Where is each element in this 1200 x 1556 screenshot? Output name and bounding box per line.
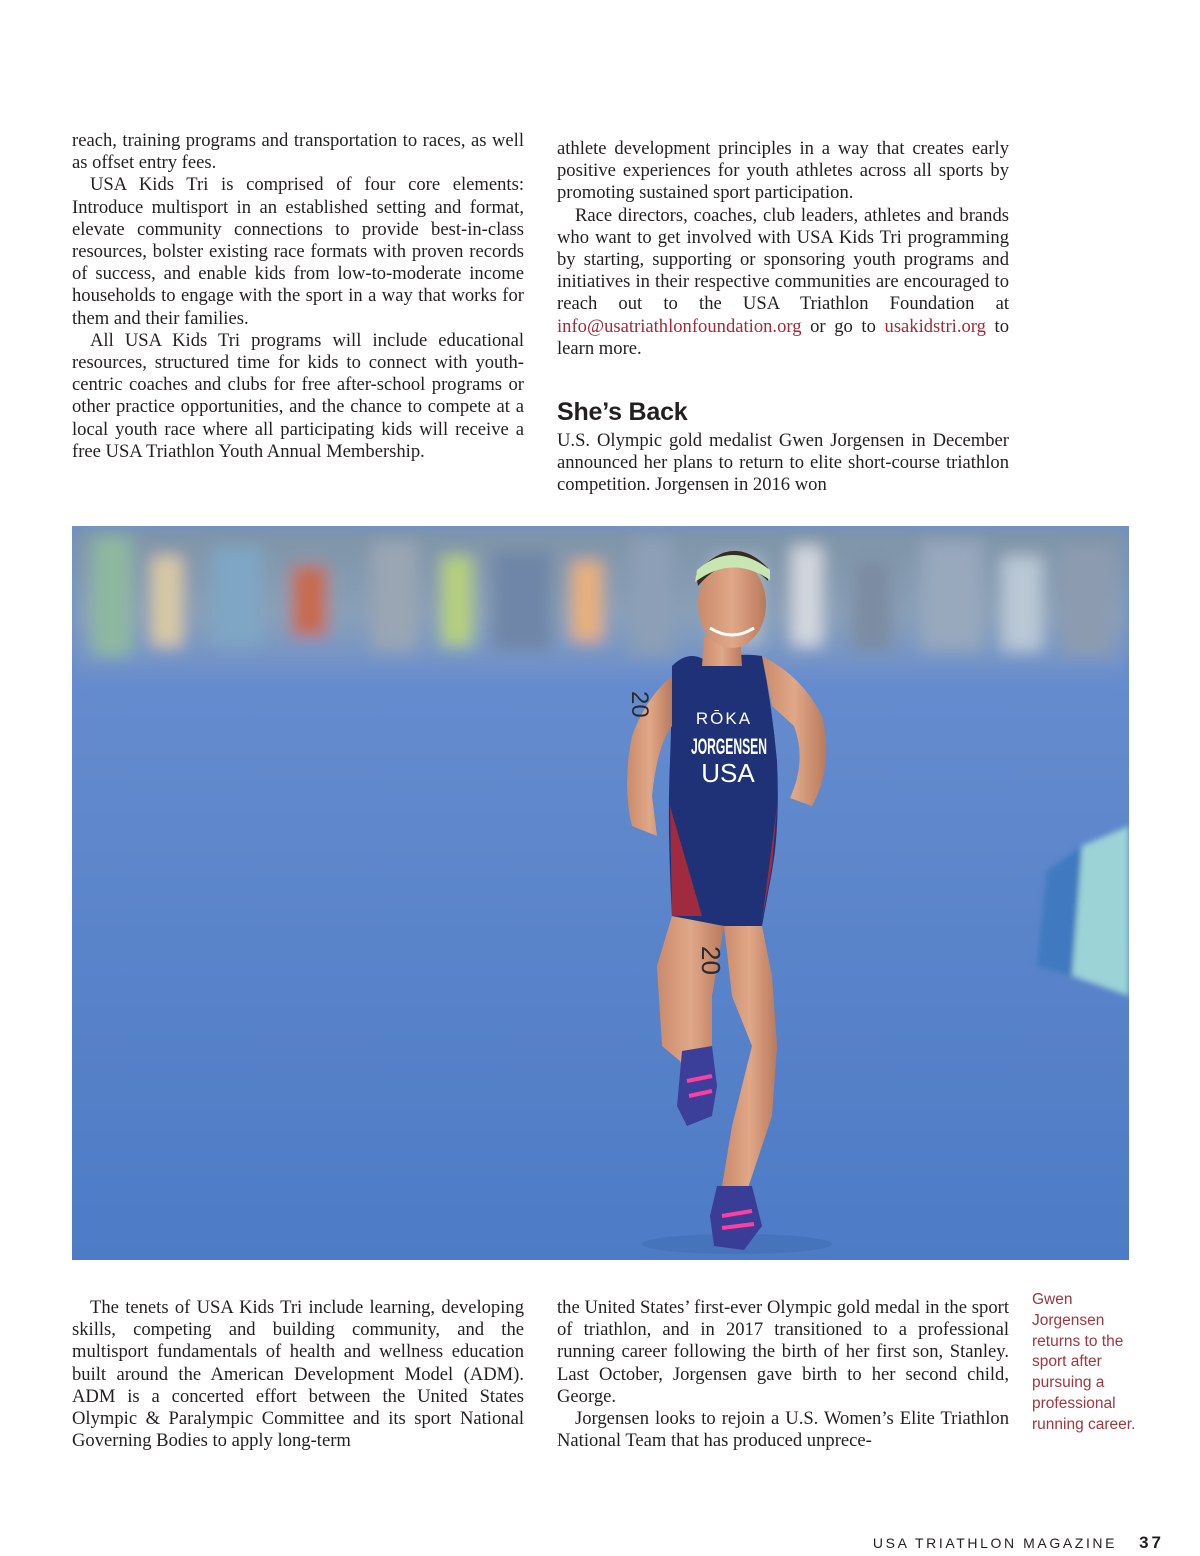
race-number-arm: 20 <box>626 691 653 718</box>
paragraph: athlete development principles in a way that creates early positive experiences for youth athletes across all sports by promoting sustained sport participation. <box>557 138 1009 204</box>
paragraph: reach, training programs and transportation to races, as well as offset entry fees. <box>72 130 524 174</box>
paragraph: All USA Kids Tri programs will include educational resources, structured time for kids to connect with youth-centric coaches and clubs for free after-school programs or other practice opportunities, and the chance to compete at a local youth race where all participating kids will receive a free USA Triathlon Youth Annual Membership. <box>72 329 524 462</box>
article-column-bottom-right <box>557 1297 1009 1452</box>
email-link[interactable]: info@usatriathlonfoundation.org <box>557 315 802 337</box>
article-column-bottom-left <box>72 1297 524 1452</box>
website-link[interactable]: usakidstri.org <box>884 315 986 337</box>
suit-country: USA <box>701 758 755 788</box>
paragraph: the United States’ first-ever Olympic gold medal in the sport of triathlon, and in 2017 transitioned to a professional running career following the birth of her first son, Stanley. Last October, Jorgensen gave birth to her second child, George. <box>557 1297 1009 1407</box>
race-number-leg: 20 <box>696 946 726 975</box>
article-column-top-right <box>557 138 1009 497</box>
magazine-name: USA TRIATHLON MAGAZINE <box>872 1535 1118 1551</box>
article-column-top-left <box>72 130 524 463</box>
paragraph: U.S. Olympic gold medalist Gwen Jorgensen in December announced her plans to return to elite short-course triathlon competition. Jorgensen in 2016 won <box>557 430 1009 496</box>
page-footer <box>873 1533 1164 1553</box>
page-number: 37 <box>1139 1533 1164 1552</box>
blurred-crowd <box>72 526 1129 676</box>
paragraph: The tenets of USA Kids Tri include learning, developing skills, competing and building community, and the multisport fundamentals of health and wellness education built around the American Development Model (ADM). ADM is a concerted effort between the United States Olympic & Paralympic Committee and its sport National Governing Bodies to apply long-term <box>72 1297 524 1452</box>
section-heading: She’s Back <box>557 398 688 427</box>
photo-caption: Gwen Jorgensen returns to the sport after pursuing a professional running career. <box>1032 1291 1136 1433</box>
paragraph-text: Race directors, coaches, club leaders, athletes and brands who want to get involved with USA Kids Tri programming by starting, supporting or sponsoring youth programs and initiatives in their respective communities are encouraged to reach out to the USA Triathlon Foundation at <box>557 204 1009 315</box>
suit-name: JORGENSEN <box>691 734 767 759</box>
paragraph-text: to learn more. <box>557 315 1009 359</box>
paragraph: Jorgensen looks to rejoin a U.S. Women’s Elite Triathlon National Team that has produced unprece- <box>557 1408 1009 1452</box>
athlete-photo <box>72 526 1129 1260</box>
paragraph-text: or go to <box>801 315 885 337</box>
paragraph: USA Kids Tri is comprised of four core elements: Introduce multisport in an established setting and format, elevate community connections to provide best-in-class resources, bolster existing race formats with proven records of success, and enable kids from low-to-moderate income households to engage with the sport in a way that works for them and their families. <box>72 174 524 329</box>
suit-brand: RŌKA <box>695 709 753 728</box>
paragraph <box>557 205 1009 360</box>
